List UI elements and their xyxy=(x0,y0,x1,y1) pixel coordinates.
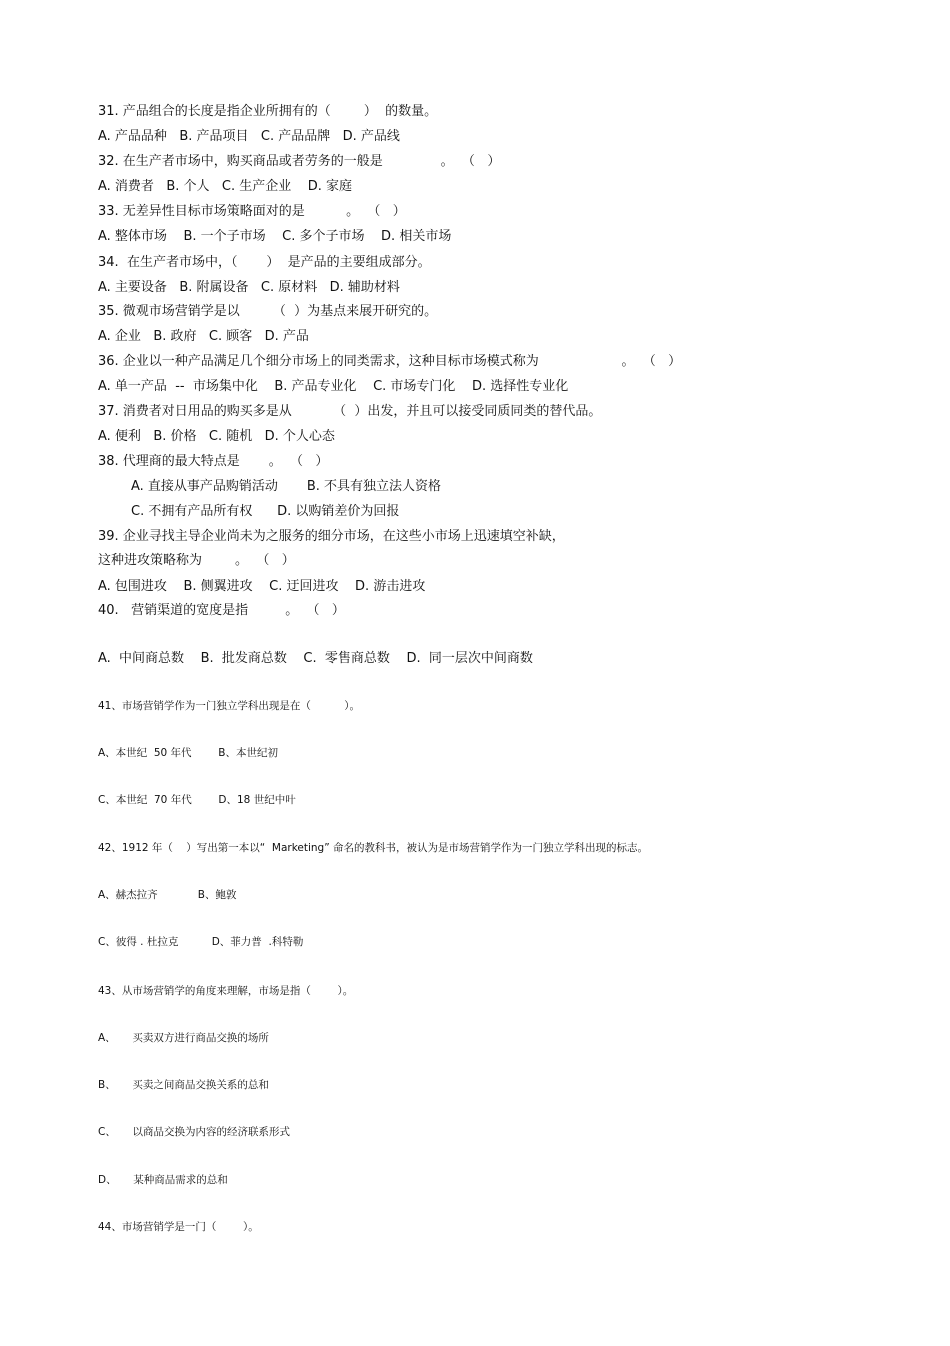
options-37: A. 便利 B. 价格 C. 随机 D. 个人心态 xyxy=(98,429,335,444)
question-37: 37. 消费者对日用品的购买多是从 （ ）出发，并且可以接受同质同类的替代品。 xyxy=(98,404,602,419)
question-44: 44、市场营销学是一门（ ）。 xyxy=(98,1221,259,1233)
question-39: 39. 企业寻找主导企业尚未为之服务的细分市场，在这些小市场上迅速填空补缺， xyxy=(98,529,565,544)
options-41-row2: C、本世纪 70 年代 D、18 世纪中叶 xyxy=(98,794,296,806)
options-42-row2: C、彼得 . 杜拉克 D、菲力普 .科特勒 xyxy=(98,936,304,948)
question-32: 32. 在生产者市场中，购买商品或者劳务的一般是 。 （ ） xyxy=(98,154,501,169)
options-41-row1: A、本世纪 50 年代 B、本世纪初 xyxy=(98,747,278,759)
option-43-b: B、 买卖之间商品交换关系的总和 xyxy=(98,1079,269,1091)
option-43-a: A、 买卖双方进行商品交换的场所 xyxy=(98,1032,269,1044)
question-33: 33. 无差异性目标市场策略面对的是 。 （ ） xyxy=(98,204,406,219)
question-40: 40. 营销渠道的宽度是指 。 （ ） xyxy=(98,603,345,618)
options-38-row2: C. 不拥有产品所有权 D. 以购销差价为回报 xyxy=(131,504,400,519)
option-43-d: D、 某种商品需求的总和 xyxy=(98,1174,228,1186)
options-34: A. 主要设备 B. 附属设备 C. 原材料 D. 辅助材料 xyxy=(98,280,400,295)
options-40: A. 中间商总数 B. 批发商总数 C. 零售商总数 D. 同一层次中间商数 xyxy=(98,651,533,666)
question-41: 41、市场营销学作为一门独立学科出现是在（ ）。 xyxy=(98,700,360,712)
question-38: 38. 代理商的最大特点是 。 （ ） xyxy=(98,454,329,469)
question-36: 36. 企业以一种产品满足几个细分市场上的同类需求，这种目标市场模式称为 。 （ ） xyxy=(98,354,682,369)
question-35: 35. 微观市场营销学是以 （ ）为基点来展开研究的。 xyxy=(98,304,438,319)
options-31: A. 产品品种 B. 产品项目 C. 产品品牌 D. 产品线 xyxy=(98,129,400,144)
options-38-row1: A. 直接从事产品购销活动 B. 不具有独立法人资格 xyxy=(131,479,442,494)
options-39: A. 包围进攻 B. 侧翼进攻 C. 迂回进攻 D. 游击进攻 xyxy=(98,579,426,594)
options-33: A. 整体市场 B. 一个子市场 C. 多个子市场 D. 相关市场 xyxy=(98,229,452,244)
options-42-row1: A、赫杰拉齐 B、鲍敦 xyxy=(98,889,237,901)
options-36: A. 单一产品 -- 市场集中化 B. 产品专业化 C. 市场专门化 D. 选择性专业化 xyxy=(98,379,569,394)
options-32: A. 消费者 B. 个人 C. 生产企业 D. 家庭 xyxy=(98,179,353,194)
option-43-c: C、 以商品交换为内容的经济联系形式 xyxy=(98,1126,291,1138)
question-42: 42、1912 年（ ）写出第一本以“ Marketing” 命名的教科书，被认为是市场营销学作为一门独立学科出现的标志。 xyxy=(98,842,648,854)
question-31: 31. 产品组合的长度是指企业所拥有的（ ） 的数量。 xyxy=(98,104,438,119)
question-43: 43、从市场营销学的角度来理解，市场是指（ ）。 xyxy=(98,985,354,997)
question-39-cont: 这种进攻策略称为 。 （ ） xyxy=(98,553,295,568)
options-35: A. 企业 B. 政府 C. 顾客 D. 产品 xyxy=(98,329,309,344)
question-34: 34. 在生产者市场中，（ ） 是产品的主要组成部分。 xyxy=(98,255,431,270)
